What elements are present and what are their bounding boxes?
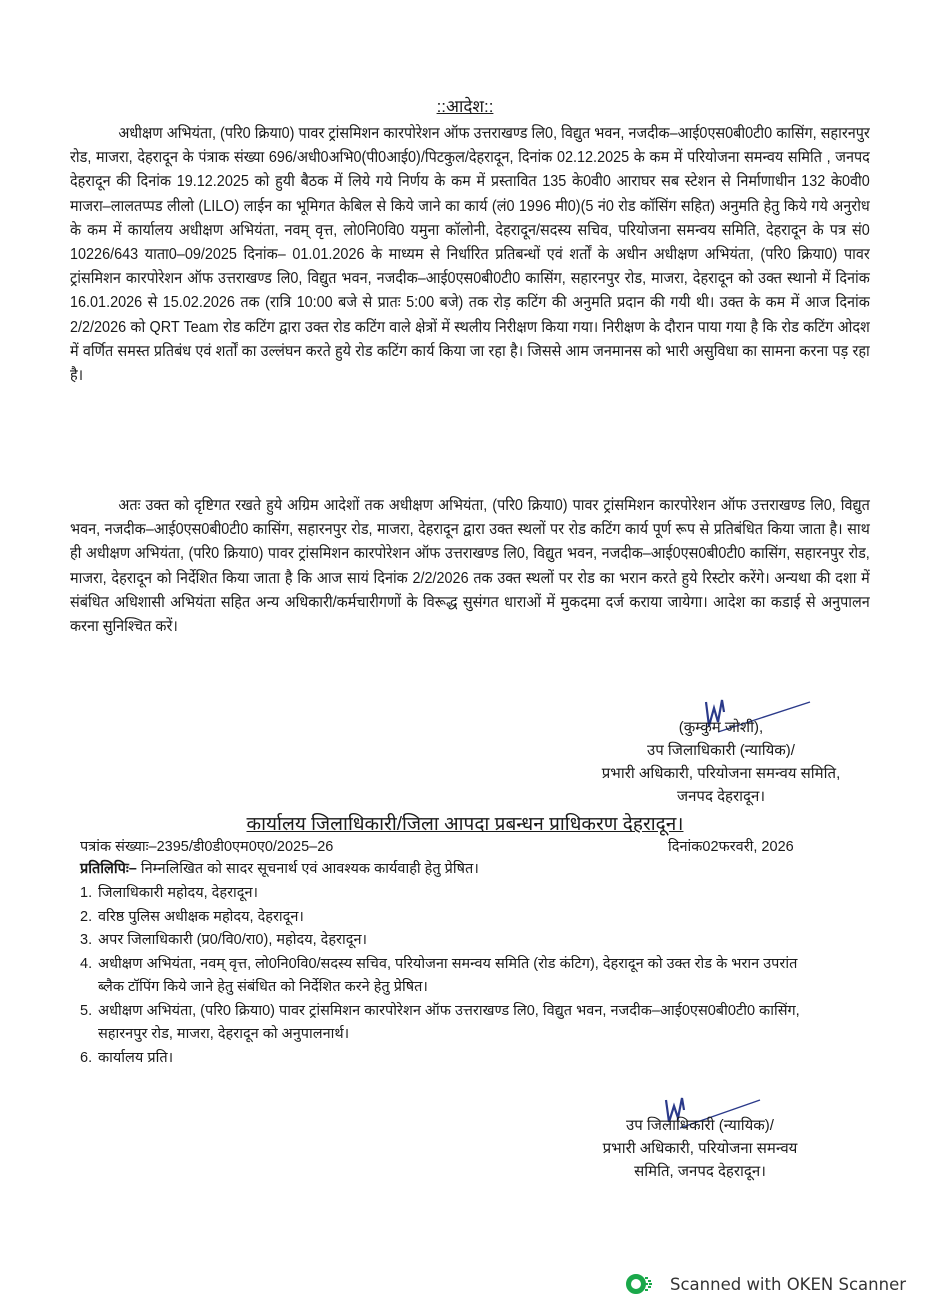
list-item: 2. वरिष्ठ पुलिस अधीक्षक महोदय, देहरादून।: [80, 908, 304, 925]
letter-date: दिनांक02फरवरी, 2026: [668, 839, 794, 855]
signatory-designation: उप जिलाधिकारी (न्यायिक)/: [647, 742, 795, 759]
order-paragraph-2: अतः उक्त को दृष्टिगत रखते हुये अग्रिम आदेशों तक अधीक्षण अभियंता, (परि0 क्रिया0) पावर ट्रांसमिशन कारपोरेशन ऑफ उत्तराखण्ड लि0, विद्युत भवन, नजदीक–आई0एस0बी0टी0 कासिंग, सहारनपुर रोड, माजरा, देहरादून द्वारा उक्त स्थलों पर रोड कटिंग कार्य पूर्ण रूप से प्रतिबंधित किया जाता है। साथ ही अधीक्षण अभियंता, (परि0 क्रिया0) पावर ट्रांसमिशन कारपोरेशन ऑफ उत्तराखण्ड लि0, विद्युत भवन, नजदीक–आई0एस0बी0टी0 कासिंग, सहारनपुर रोड, माजरा, देहरादून को निर्देशित किया जाता है कि आज सायं दिनांक 2/2/2026 तक उक्त स्थलों पर रोड का भरान करते हुये रिस्टोर करेंगे। अन्यथा की दशा में संबंधित अधिशासी अभियंता सहित अन्य अधिकारी/कर्मचारीगणों के विरूद्ध सुसंगत धाराओं में मुकदमा दर्ज कराया जायेगा। आदेश का कडाई से अनुपालन करना सुनिश्चित करें।: [70, 497, 870, 636]
copy-recipient-list: [80, 882, 800, 1070]
signature-block-2: [570, 1114, 830, 1183]
signatory-district: जनपद देहरादून।: [676, 788, 766, 805]
list-item: 1. जिलाधिकारी महोदय, देहरादून।: [80, 885, 258, 901]
copy-to-intro: [80, 858, 479, 878]
list-item: 3. अपर जिलाधिकारी (प्र0/वि0/रा0), महोदय, देहरादून।: [80, 932, 367, 948]
office-heading: कार्यालय जिलाधिकारी/जिला आपदा प्रबन्धन प्राधिकरण देहरादून।: [246, 814, 684, 835]
list-item: 6. कार्यालय प्रति।: [80, 1049, 174, 1066]
watermark-text: Scanned with OKEN Scanner: [670, 1274, 907, 1294]
order-title: ::आदेश::: [436, 97, 494, 116]
signatory-designation: उप जिलाधिकारी (न्यायिक)/: [626, 1117, 774, 1134]
signature-block-1: [556, 716, 886, 808]
signatory-name: (कुम्कुम जोशी),: [678, 719, 764, 736]
copy-intro-text: निम्नलिखित को सादर सूचनार्थ एवं आवश्यक कार्यवाही हेतु प्रेषित।: [140, 861, 479, 877]
oken-scanner-logo-icon: [626, 1273, 658, 1295]
copy-label: प्रतिलिपिः–: [80, 861, 137, 877]
list-item: 5. अधीक्षण अभियंता, (परि0 क्रिया0) पावर ट्रांसमिशन कारपोरेशन ऑफ उत्तराखण्ड लि0, विद्युत भवन, नजदीक–आई0एस0बी0टी0 कासिंग, सहारनपुर रोड, माजरा, देहरादून को अनुपालनार्थ।: [80, 1002, 800, 1042]
order-paragraph-1: अधीक्षण अभियंता, (परि0 क्रिया0) पावर ट्रांसमिशन कारपोरेशन ऑफ उत्तराखण्ड लि0, विद्युत भवन, नजदीक–आई0एस0बी0टी0 कासिंग, सहारनपुर रोड, माजरा, देहरादून के पंत्राक संख्या 696/अधी0अभि0(पी0आई0)/पिटकुल/देहरादून, दिनांक 02.12.2025 के कम में परियोजना समन्वय समिति , जनपद देहरादून की दिनांक 19.12.2025 को हुयी बैठक में लिये गये निर्णय के कम में प्रस्तावित 135 के0वी0 आराघर सब स्टेशन से निर्माणाधीन 132 के0वी0 माजरा–लालतप्पड लीलो (LILO) लाईन का भूमिगत केबिल से किये जाने का कार्य (लं0 1996 मी0)(5 नं0 रोड कॉसिंग सहित) अनुमति हेतु किये गये अनुरोध के कम में कार्यालय अधीक्षण अभियंता, नवम् वृत्त, लो0नि0वि0 यमुना कॉलोनी, देहरादून/सदस्य सचिव, परियोजना समन्वय समिति, देहरादून के पत्र सं0 10226/643 याता0–09/2025 दिनांक– 01.01.2026 के माध्यम से निर्धारित प्रतिबन्धों एवं शर्तों के अधीन अधीक्षण अभियंता, (परि0 क्रिया0) पावर ट्रांसमिशन कारपोरेशन ऑफ उत्तराखण्ड लि0, विद्युत भवन, नजदीक–आई0एस0बी0टी0 कासिंग, सहारनपुर रोड, माजरा, देहरादून को उक्त स्थानो में दिनांक 16.01.2026 से 15.02.2026 तक (रात्रि 10:00 बजे से प्रातः 5:00 बजे) तक रोड़ कटिंग की अनुमति प्रदान की गयी थी। उक्त के कम में आज दिनांक 2/2/2026 को QRT Team रोड कटिंग द्वारा उक्त रोड कटिंग वाले क्षेत्रों में स्थलीय निरीक्षण किया गया। निरीक्षण के दौरान पाया गया है कि रोड कटिंग ओदश में वर्णित समस्त प्रतिबंध एवं शर्तों का उल्लंघन करते हुये रोड कटिंग कार्य किया जा रहा है। जिससे आम जनमानस को भारी असुविधा का सामना करना पड़ रहा है।: [70, 125, 870, 385]
signatory-role: प्रभारी अधिकारी, परियोजना समन्वय समिति,: [601, 765, 841, 782]
signatory-role: प्रभारी अधिकारी, परियोजना समन्वय: [602, 1140, 798, 1157]
list-item: 4. अधीक्षण अभियंता, नवम् वृत्त, लो0नि0वि0/सदस्य सचिव, परियोजना समन्वय समिति (रोड कंटिग), देहरादून को उक्त रोड के भरान उपरांत ब्लैक टॉपिंग किये जाने हेतु संबंधित को निर्देशित करने हेतु प्रेषित।: [80, 955, 798, 995]
signatory-district: समिति, जनपद देहरादून।: [634, 1163, 766, 1180]
scanner-watermark: [626, 1273, 906, 1295]
reference-number: पत्रांक संख्याः–2395/डी0डी0एम0ए0/2025–26: [80, 839, 334, 855]
